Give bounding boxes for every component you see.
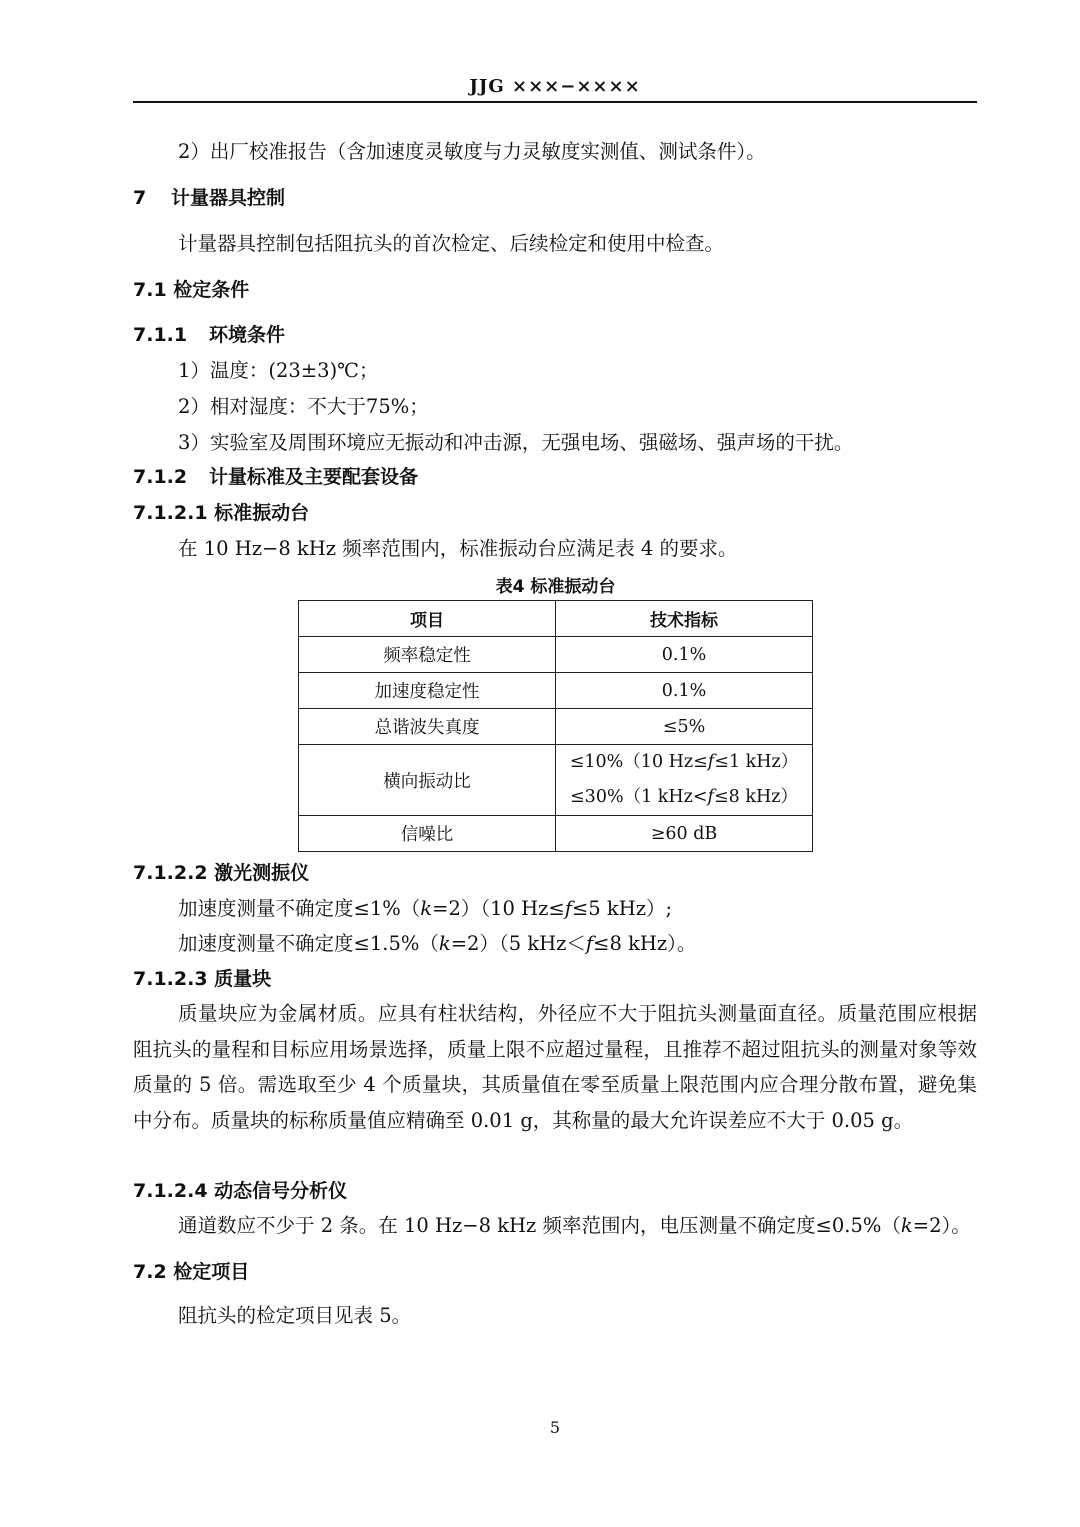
table-cell-item: 加速度稳定性: [299, 673, 556, 709]
report-item-line: 2）出厂校准报告（含加速度灵敏度与力灵敏度实测值、测试条件）。: [178, 140, 766, 163]
table-cell-spec: 0.1%: [556, 637, 813, 673]
table-cell-spec: [556, 745, 813, 816]
table-header-item: 项目: [299, 601, 556, 637]
section-title: 计量标准及主要配套设备: [209, 466, 419, 488]
spec-line-low-frequency: ≤10%（10 Hz≤f≤1 kHz）: [569, 752, 799, 772]
section-7-1-2-2-heading: 7.1.2.2 激光测振仪: [133, 862, 310, 884]
section-7-1-2-3-heading: 7.1.2.3 质量块: [133, 968, 272, 990]
page-number: 5: [549, 1418, 561, 1437]
header-rule: [133, 101, 977, 103]
table-header-spec: 技术指标: [556, 601, 813, 637]
table-cell-spec: 0.1%: [556, 673, 813, 709]
section-7-1-2-1-heading: 7.1.2.1 标准振动台: [133, 502, 310, 524]
environment-item-3: 3）实验室及周围环境应无振动和冲击源，无强电场、强磁场、强声场的干扰。: [178, 431, 854, 454]
section-7-1-heading: 7.1 检定条件: [133, 279, 250, 301]
section-7-1-2-heading: [133, 464, 977, 490]
table-row: [299, 709, 813, 745]
section-7-2-paragraph: 阻抗头的检定项目见表 5。: [178, 1304, 412, 1327]
table-cell-item: 横向振动比: [299, 745, 556, 816]
page-header: JJG ×××−××××: [469, 76, 641, 97]
table-cell-spec: ≤5%: [556, 709, 813, 745]
section-number: 7.1.1: [133, 324, 188, 346]
section-7-paragraph: 计量器具控制包括阻抗头的首次检定、后续检定和使用中检查。: [178, 232, 725, 255]
table-cell-item: 频率稳定性: [299, 637, 556, 673]
table-cell-spec: ≥60 dB: [556, 816, 813, 852]
table-row: [299, 745, 813, 816]
table-header-row: [299, 601, 813, 637]
section-7-1-2-1-paragraph: 在 10 Hz−8 kHz 频率范围内，标准振动台应满足表 4 的要求。: [178, 537, 738, 560]
table-row: [299, 637, 813, 673]
section-7-1-1-heading: [133, 322, 977, 348]
section-number: 7.1.2: [133, 466, 188, 488]
section-7-heading: [133, 185, 977, 211]
signal-analyzer-paragraph: 通道数应不少于 2 条。在 10 Hz−8 kHz 频率范围内，电压测量不确定度≤0.5%（k=2）。: [178, 1214, 971, 1237]
environment-item-1: 1）温度：(23±3)℃；: [178, 359, 379, 382]
table-cell-item: 总谐波失真度: [299, 709, 556, 745]
table-4-caption: 表4 标准振动台: [495, 577, 616, 597]
section-number: 7: [133, 187, 147, 209]
table-4: [298, 600, 813, 852]
section-title: 环境条件: [209, 324, 286, 346]
section-7-1-2-4-heading: 7.1.2.4 动态信号分析仪: [133, 1180, 348, 1202]
spec-line-high-frequency: ≤30%（1 kHz<f≤8 kHz）: [570, 787, 798, 807]
table-row: [299, 816, 813, 852]
mass-block-paragraph: 质量块应为金属材质。应具有柱状结构，外径应不大于阻抗头测量面直径。质量范围应根据阻抗头的量程和目标应用场景选择，质量上限不应超过量程，且推荐不超过阻抗头的测量对象等效质量的 5 倍。需选取至少 4 个质量块，其质量值在零至质量上限范围内应合理分散布置，避免集中分布。质量块的标称质量值应精确至 0.01 g，其称量的最大允许误差应不大于 0.05 g。: [133, 1002, 977, 1132]
section-title: 计量器具控制: [171, 187, 286, 209]
laser-vibrometer-spec-2: 加速度测量不确定度≤1.5%（k=2）（5 kHz＜f≤8 kHz）。: [178, 932, 697, 955]
section-7-2-heading: 7.2 检定项目: [133, 1261, 250, 1283]
table-row: [299, 673, 813, 709]
table-cell-item: 信噪比: [299, 816, 556, 852]
laser-vibrometer-spec-1: 加速度测量不确定度≤1%（k=2）（10 Hz≤f≤5 kHz）;: [178, 897, 673, 920]
environment-item-2: 2）相对湿度：不大于75%；: [178, 395, 429, 418]
